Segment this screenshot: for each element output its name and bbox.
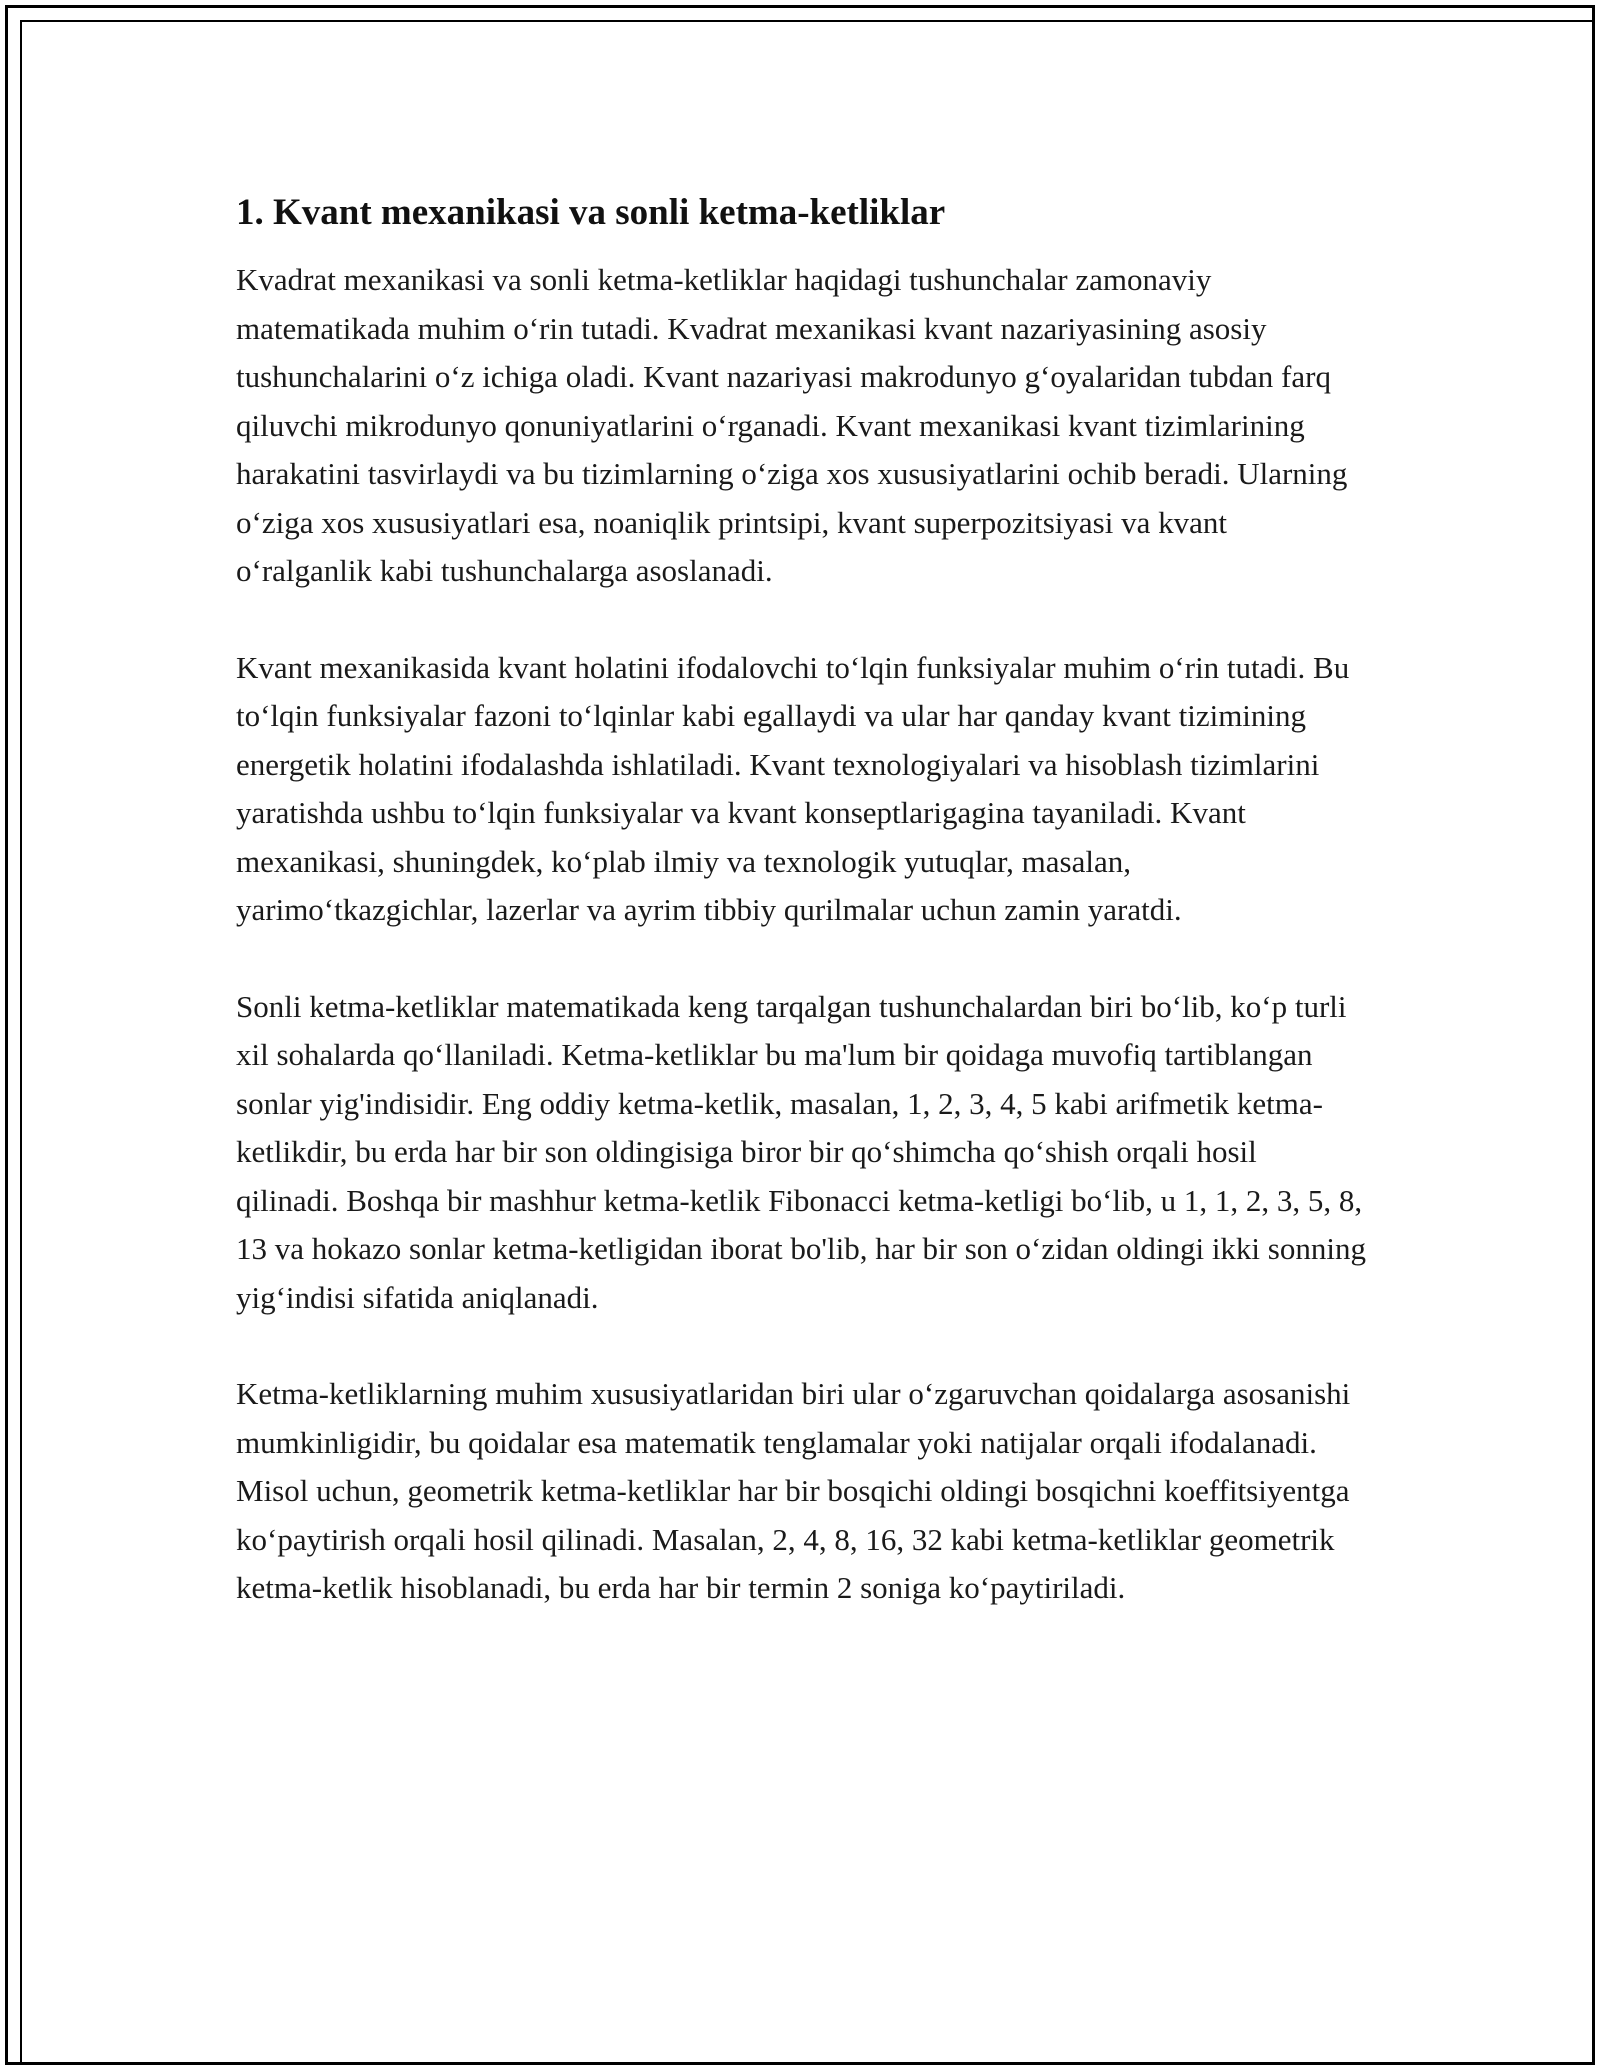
paragraph-quantum-intro: Kvadrat mexanikasi va sonli ketma-ketliklar haqidagi tushunchalar zamonaviy matematikada muhim o‘rin tutadi. Kvadrat mexanikasi kvant nazariyasining asosiy tushunchalarini o‘z ichiga oladi. Kvant nazariyasi makrodunyo g‘oyalaridan tubdan farq qiluvchi mikrodunyo qonuniyatlarini o‘rganadi. Kvant mexanikasi kvant tizimlarining harakatini tasvirlaydi va bu tizimlarning o‘ziga xos xususiyatlarini ochib beradi. Ularning o‘ziga xos xususiyatlari esa, noaniqlik printsipi, kvant superpozitsiyasi va kvant o‘ralganlik kabi tushunchalarga asoslanadi.: [236, 262, 1348, 588]
paragraph-number-sequences: Sonli ketma-ketliklar matematikada keng tarqalgan tushunchalardan biri bo‘lib, ko‘p turli xil sohalarda qo‘llaniladi. Ketma-ketliklar bu ma'lum bir qoidaga muvofiq tartiblangan sonlar yig'indisidir. Eng oddiy ketma-ketlik, masalan, 1, 2, 3, 4, 5 kabi arifmetik ketma-ketlikdir, bu erda har bir son oldingisiga biror bir qo‘shimcha qo‘shish orqali hosil qilinadi. Boshqa bir mashhur ketma-ketlik Fibonacci ketma-ketligi bo‘lib, u 1, 1, 2, 3, 5, 8, 13 va hokazo sonlar ketma-ketligidan iborat bo'lib, har bir son o‘zidan oldingi ikki sonning yig‘indisi sifatida aniqlanadi.: [236, 988, 1366, 1315]
document-body: [236, 188, 1366, 1661]
paragraph-wave-functions: Kvant mexanikasida kvant holatini ifodalovchi to‘lqin funksiyalar muhim o‘rin tutadi. Bu to‘lqin funksiyalar fazoni to‘lqinlar kabi egallaydi va ular har qanday kvant tizimining energetik holatini ifodalashda ishlatiladi. Kvant texnologiyalari va hisoblash tizimlarini yaratishda ushbu to‘lqin funksiyalar va kvant konseptlarigagina tayaniladi. Kvant mexanikasi, shuningdek, ko‘plab ilmiy va texnologik yutuqlar, masalan, yarimo‘tkazgichlar, lazerlar va ayrim tibbiy qurilmalar uchun zamin yaratdi.: [236, 649, 1350, 927]
section-heading: 1. Kvant mexanikasi va sonli ketma-ketliklar: [236, 192, 946, 233]
paragraph-geometric-sequences: Ketma-ketliklarning muhim xususiyatlaridan biri ular o‘zgaruvchan qoidalarga asosanishi mumkinligidir, bu qoidalar esa matematik tenglamalar yoki natijalar orqali ifodalanadi. Misol uchun, geometrik ketma-ketliklar har bir bosqichi oldingi bosqichni koeffitsiyentga ko‘paytirish orqali hosil qilinadi. Masalan, 2, 4, 8, 16, 32 kabi ketma-ketliklar geometrik ketma-ketlik hisoblanadi, bu erda har bir termin 2 soniga ko‘paytiriladi.: [236, 1376, 1351, 1605]
